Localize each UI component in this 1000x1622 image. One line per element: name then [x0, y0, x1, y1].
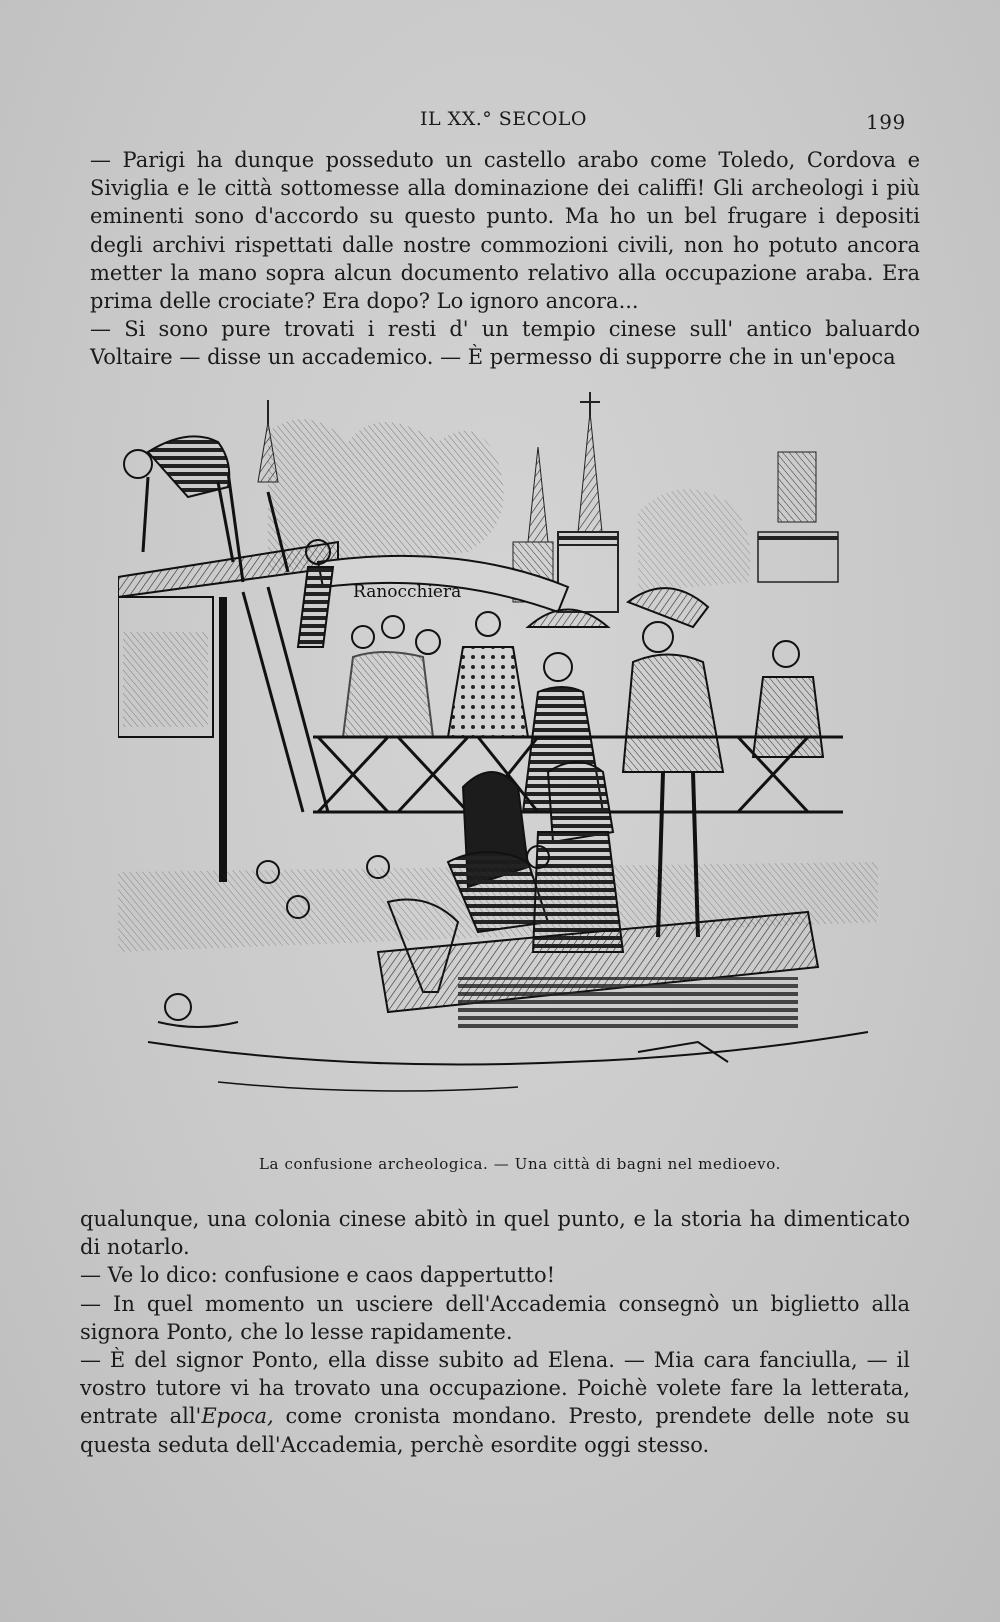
- page-header: [0, 108, 1000, 138]
- paragraph: [80, 1346, 910, 1459]
- paragraph: — In quel momento un usciere dell'Accademia consegnò un biglietto alla signora Ponto, che lo lesse rapidamente.: [80, 1291, 910, 1344]
- newspaper-name: Epoca,: [201, 1404, 274, 1429]
- bottom-text-block: [80, 1205, 910, 1459]
- caption-text: La confusione archeologica. — Una città di bagni nel medioevo.: [258, 1155, 781, 1173]
- paragraph: — Parigi ha dunque posseduto un castello arabo come Toledo, Cordova e Siviglia e le città sottomesse alla dominazione dei califfi! Gli archeologi i più eminenti sono d'accordo su questo punto. Ma ho un bel frugare i depositi degli archivi rispettati dalle nostre commozioni civili, non ho potuto ancora metter la mano sopra alcun documento relativo alla occupazione araba. Era prima delle crociate? Era dopo? Lo ignoro ancora...: [90, 148, 920, 314]
- engraving-drawing: [118, 392, 878, 1130]
- running-title: IL XX.° SECOLO: [420, 108, 587, 130]
- paragraph: — Si sono pure trovati i resti d' un tempio cinese sull' antico baluardo Voltaire — disse un accademico. — È permesso di supporre che in un'epoca: [90, 317, 920, 370]
- illustration-caption: [0, 1155, 1000, 1173]
- paragraph: — Ve lo dico: confusione e caos dappertutto!: [80, 1263, 556, 1288]
- paragraph: qualunque, una colonia cinese abitò in quel punto, e la storia ha dimenticato di notarlo.: [80, 1207, 910, 1260]
- paragraph-text: come cronista mondano. Presto, prendete delle note su questa seduta dell'Accademia, perchè esordite oggi stesso.: [80, 1404, 910, 1457]
- paragraph-text: — È del signor Ponto, ella disse subito ad Elena. — Mia cara fanciulla, — il vostro tutore vi ha trovato una occupazione. Poichè volete fare la letterata, entrate all': [80, 1348, 910, 1429]
- page-number: 199: [866, 110, 906, 134]
- illustration-bathing-scene: [118, 392, 878, 1130]
- sign-label: Ranocchiera: [353, 582, 462, 602]
- top-text-block: [90, 146, 920, 372]
